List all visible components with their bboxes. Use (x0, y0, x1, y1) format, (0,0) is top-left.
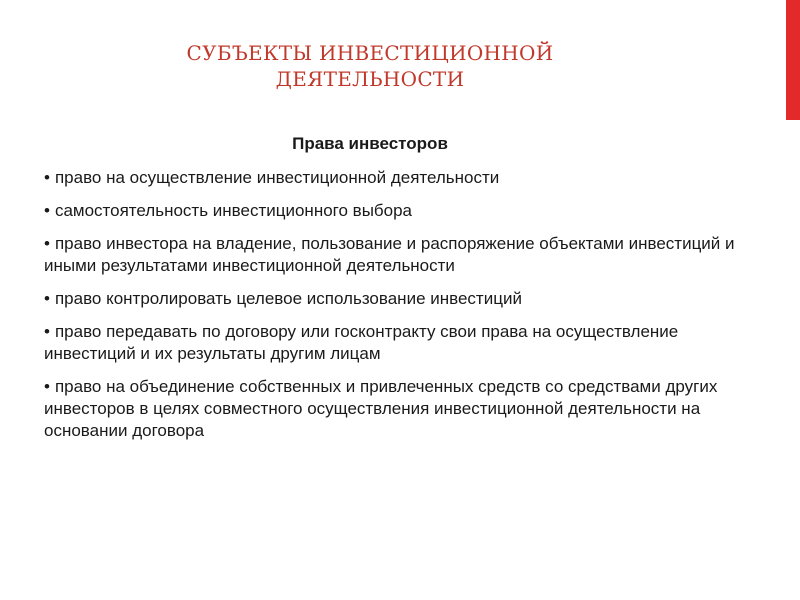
accent-bar (786, 0, 800, 120)
list-item-text: право контролировать целевое использование инвестиций (54, 289, 522, 308)
list-item (44, 200, 744, 222)
rights-list (44, 167, 744, 453)
slide-title-line-2: ДЕЯТЕЛЬНОСТИ (275, 67, 465, 91)
list-item-text: самостоятельность инвестиционного выбора (54, 201, 413, 220)
bullet-icon: • (44, 201, 50, 220)
bullet-icon: • (44, 289, 50, 308)
list-item (44, 321, 744, 365)
list-item (44, 288, 744, 310)
bullet-icon: • (44, 168, 50, 187)
list-item (44, 233, 744, 277)
slide-title (120, 40, 620, 92)
bullet-icon: • (44, 234, 50, 253)
list-item-text: право на осуществление инвестиционной деятельности (54, 168, 500, 187)
list-item-text: право на объединение собственных и привлеченных средств со средствами других инвесторов в целях совместного осуществления инвестиционной деятельности на основании договора (44, 377, 718, 440)
section-subtitle: Права инвесторов (292, 134, 448, 153)
slide-title-line-1: СУБЪЕКТЫ ИНВЕСТИЦИОННОЙ (186, 41, 554, 65)
bullet-icon: • (44, 322, 50, 341)
bullet-icon: • (44, 377, 50, 396)
list-item (44, 376, 744, 442)
list-item-text: право передавать по договору или госконтракту свои права на осуществление инвестиций и их результаты другим лицам (44, 322, 679, 363)
list-item (44, 167, 744, 189)
list-item-text: право инвестора на владение, пользование и распоряжение объектами инвестиций и иными результатами инвестиционной деятельности (44, 234, 735, 275)
